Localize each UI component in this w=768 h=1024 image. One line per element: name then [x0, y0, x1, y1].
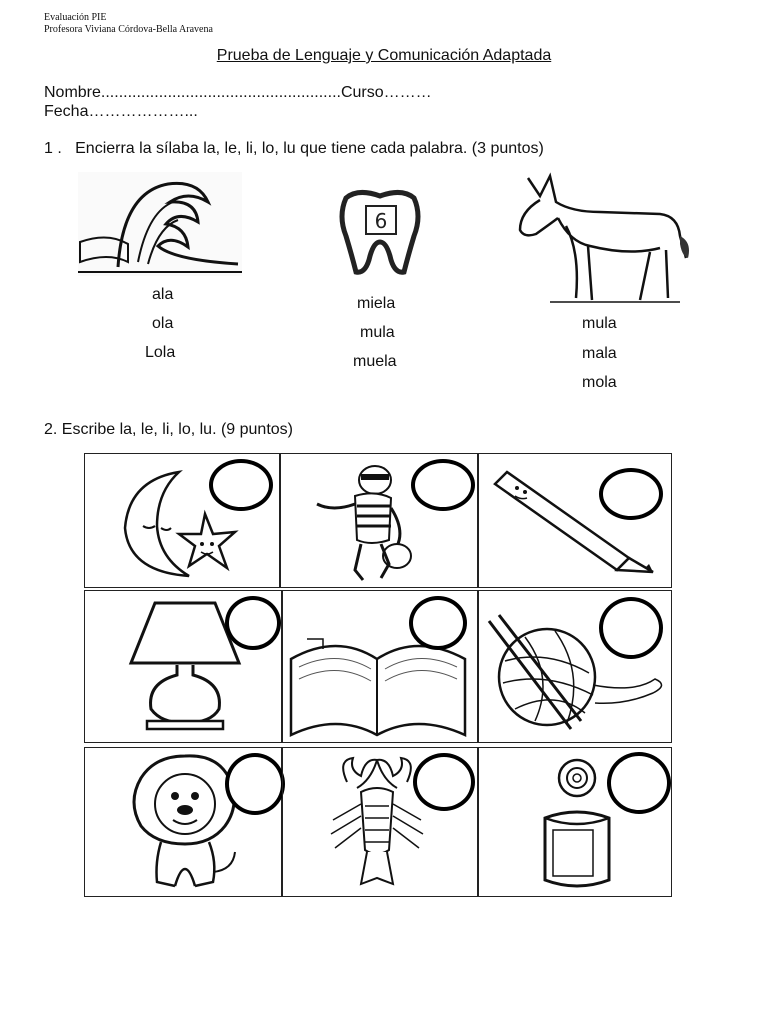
answer-oval[interactable] [607, 752, 671, 814]
wave-icon [78, 172, 242, 276]
q1-option-2-1[interactable]: miela [357, 295, 396, 312]
tooth-number: 6 [374, 209, 388, 233]
header [44, 12, 213, 36]
q2-cell-lobster [282, 747, 478, 897]
header-teacher: Profesora Viviana Córdova-Bella Aravena [44, 24, 213, 35]
name-course-field: Nombre......................................................Curso……… [44, 84, 432, 101]
question-1-prompt: 1 . Encierra la sílaba la, le, li, lo, lu que tiene cada palabra. (3 puntos) [44, 140, 544, 157]
answer-oval[interactable] [411, 459, 475, 511]
answer-oval[interactable] [413, 753, 475, 811]
q2-cell-lamp [84, 590, 282, 743]
q2-cell-yarn [478, 590, 672, 743]
q1-option-2-3[interactable]: muela [353, 353, 397, 370]
answer-oval[interactable] [225, 753, 285, 815]
tooth-icon [336, 186, 424, 276]
q1-option-3-2[interactable]: mala [582, 345, 617, 362]
q2-cell-lion [84, 747, 282, 897]
thief-icon [305, 460, 425, 586]
answer-oval[interactable] [209, 459, 273, 511]
donkey-icon [510, 172, 692, 304]
q1-option-3-3[interactable]: mola [582, 374, 617, 391]
q1-option-2-2[interactable]: mula [360, 324, 395, 341]
q2-cell-moon [84, 453, 280, 588]
question-2-prompt: 2. Escribe la, le, li, lo, lu. (9 puntos) [44, 421, 293, 438]
answer-oval[interactable] [409, 596, 467, 650]
can-icon [537, 754, 617, 894]
date-field: Fecha………………... [44, 103, 198, 120]
answer-oval[interactable] [225, 596, 281, 650]
q1-option-3-1[interactable]: mula [582, 315, 617, 332]
q2-cell-pencil [478, 453, 672, 588]
header-evaluation: Evaluación PIE [44, 12, 107, 23]
q2-cell-can [478, 747, 672, 897]
page-title: Prueba de Lenguaje y Comunicación Adaptada [216, 47, 552, 64]
q1-option-1-1[interactable]: ala [152, 286, 174, 303]
q2-cell-thief [280, 453, 478, 588]
q1-option-1-3[interactable]: Lola [145, 344, 176, 361]
answer-oval[interactable] [599, 597, 663, 659]
q1-option-1-2[interactable]: ola [152, 315, 174, 332]
q2-cell-book [282, 590, 478, 743]
answer-oval[interactable] [599, 468, 663, 520]
